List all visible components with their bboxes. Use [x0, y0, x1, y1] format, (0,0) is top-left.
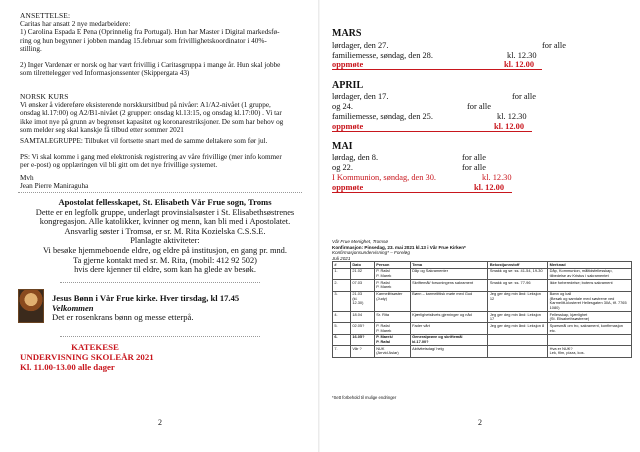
ps-line: PS: Vi skal komme i gang med elektronisk registrering av våre frivillige (mer info kommer [20, 153, 282, 161]
schedule-row-communion [332, 173, 512, 182]
schedule-footnote: *Sett forbehold til mulige endringer [332, 395, 397, 400]
column-header: Dato [350, 262, 374, 269]
column-header: Bekostjunnstoff [488, 262, 548, 269]
norskkurs-heading: NORSK KURS [20, 92, 69, 101]
ansettelse-line: stilling. [20, 44, 42, 53]
apostolat-line: Dette er en legfolk gruppe, underlagt provinsialsøster i St. Elisabethsøstrenes [35, 207, 295, 217]
ansettelse-line: ring og hun begynner i jobben mandag 15.februar som frivillighetskoordinator i 40%- [20, 36, 267, 45]
table-row [333, 312, 632, 323]
signature-name: Jean Pierre Maniraguha [20, 182, 89, 191]
row-value: for alle [462, 153, 486, 162]
oppmote-time: kl. 12.00 [494, 122, 525, 131]
row-value: kl. 12.30 [497, 112, 527, 121]
apostolat-line: hvis dere kjenner til eldre, som kan ha glede av besøk. [74, 265, 256, 275]
table-cell-n: 3. [333, 291, 351, 312]
table-cell-tema: Skriftemål/ forsoningens sakrament [410, 280, 488, 291]
table-cell-person: P. Marek/ P. Rafal [374, 334, 410, 345]
schedule-title: Konfirmasjon: Pinsedag, 23. mai 2021 kl.13 i Vår Frue Kirken* [332, 244, 466, 250]
table-cell-person: NUK (Arrvid Aslar) [374, 346, 410, 357]
row-value: for alle [512, 92, 536, 101]
apostolat-line: Ansvarlig søster i Tromsø, er sr. M. Rita Kozielska C.S.S.E. [64, 226, 266, 236]
table-cell-tema: Bønn – karmelittisk møte med Gud [410, 291, 488, 312]
row-label: og 24. [332, 102, 353, 111]
row-label: I Kommunion, søndag, den 30. [332, 173, 436, 182]
table-cell-bek: Smakk og se: ss. 77-96 [488, 280, 548, 291]
ansettelse-section [20, 12, 305, 77]
norskkurs-line: onsdag kl.17:00) og A2/B1-nivået (2 grupper: onsdag kl.13:15, og onsdag kl.17:00) . Vi tar [20, 109, 282, 118]
katekese-line2: Kl. 11.00-13.00 alle dager [20, 362, 115, 372]
jesus-line: Det er rosenkrans bønn og messe etterpå. [52, 312, 194, 323]
apostolat-line: Ta gjerne kontakt med sr. M. Rita, (mobil: 412 92 502) [73, 255, 257, 265]
table-cell-tema: Aktivitetsdag/ helg [410, 346, 488, 357]
divider [60, 336, 260, 337]
jesus-prayer-section [52, 294, 312, 323]
table-cell-bek [488, 334, 548, 345]
table-cell-n: 2. [333, 280, 351, 291]
table-cell-date: 21.03 (kl. 12.30) [350, 291, 374, 312]
table-cell-bek: Smakk og se: ss. 41-54, 19-30 [488, 268, 548, 279]
page-number: 2 [158, 418, 162, 427]
jesus-icon-image [18, 289, 44, 323]
schedule-parish: Vår Frue Menighet, Tromsø [332, 239, 389, 244]
norskkurs-line: Vi ønsker å videreføre eksisterende norskkursitlbud på nivåer: A1/A2-nivået (1 gruppe, [20, 101, 271, 110]
apostolat-section [20, 198, 310, 275]
row-label: og 22. [332, 163, 353, 172]
apostolat-line: kongregasjon. Alle katolikker, kvinner og menn, kan bli med i Apostolatet. [39, 217, 291, 227]
schedule-header [332, 239, 632, 261]
samtale-section [20, 137, 305, 145]
katekese-line1: UNDERVISNING SKOLEÅR 2021 [20, 352, 154, 362]
right-page [320, 0, 640, 452]
table-cell-merk: Ikke forberedelse; botens sakrament [548, 280, 632, 291]
oppmote-row [332, 60, 542, 70]
table-cell-person: P. Rafal P. Marek [374, 268, 410, 279]
ps-line: per e-post) og opplæringen vil bli gitt om det nye frivillige systemet. [20, 161, 218, 170]
oppmote-label: oppmøte [332, 122, 364, 131]
ansettelse-heading: ANSETTELSE: [20, 11, 71, 20]
table-row [333, 268, 632, 279]
column-header: Person [374, 262, 410, 269]
row-label: lørdager, den 17. [332, 92, 389, 101]
table-cell-bek: Jeg ger deg min ånd: Leksjon 8 [488, 323, 548, 334]
table-cell-person: Karmelittsøster (Judy) [374, 291, 410, 312]
oppmote-time: kl. 12.00 [474, 183, 505, 192]
jesus-welcome: Velkommen [52, 302, 94, 313]
row-value: kl. 12.30 [507, 51, 537, 60]
column-header: Tema [410, 262, 488, 269]
column-header: Merknad [548, 262, 632, 269]
schedule-row [332, 51, 537, 60]
katekese-title: KATEKESE [71, 342, 119, 352]
oppmote-label: oppmøte [332, 183, 364, 192]
table-cell-date: 02.05? [350, 323, 374, 334]
table-cell-n: 4. [333, 312, 351, 323]
table-cell-tema: Fader vårt [410, 323, 488, 334]
table-cell-merk: Hva er NUK? Lek, film, pizza, kos. [548, 346, 632, 357]
table-cell-date: 18.04 [350, 312, 374, 323]
schedule-row [332, 92, 536, 101]
month-mars: MARS [332, 28, 362, 39]
schedule-row [332, 153, 486, 162]
row-value: for alle [542, 41, 566, 50]
table-cell-date: 21.02 [350, 268, 374, 279]
row-label: lørdag, den 8. [332, 153, 379, 162]
table-cell-person: P. Rafal P. Marek [374, 280, 410, 291]
samtale-heading: SAMTALEGRUPPE: Tilbuket vil fortsette snart med de samme deltakere som før jul. [20, 137, 268, 145]
table-cell-merk [548, 334, 632, 345]
schedule-row [332, 41, 566, 50]
table-cell-date: 07.03 [350, 280, 374, 291]
row-value: for alle [467, 102, 491, 111]
row-value: for alle [462, 163, 486, 172]
table-cell-person: P. Rafal P. Marek [374, 323, 410, 334]
signature-greeting: Mvh [20, 174, 34, 182]
table-cell-tema: Dåp og Sakramenter [410, 268, 488, 279]
table-row [333, 334, 632, 345]
table-cell-n: 6. [333, 334, 351, 345]
month-mai: MAI [332, 141, 353, 152]
table-row [333, 323, 632, 334]
norskkurs-section [20, 93, 305, 134]
schedule-date: Juli 2021 [332, 255, 351, 261]
table-cell-bek: Jeg ger deg min ånd: Leksjon 17 [488, 312, 548, 323]
table-cell-merk: Dåp, Kommunion, måltidsfellesskap, tilbedelse av Kristus i sakramentet [548, 268, 632, 279]
table-row [333, 291, 632, 312]
table-cell-merk: Fellesskap, kjærlighet (St. Elisabethsøstrene) [548, 312, 632, 323]
divider [18, 192, 302, 193]
signature [20, 174, 305, 190]
katekese-section [20, 342, 310, 372]
table-cell-n: 1. [333, 268, 351, 279]
table-cell-person: Sr. Rita [374, 312, 410, 323]
table-row [333, 280, 632, 291]
apostolat-line: Vi besøke hjemmeboende eldre, og eldre på institusjon, en gang pr. mnd. [43, 245, 287, 255]
konfirmasjon-table [332, 261, 632, 358]
table-cell-merk: Bønn og kall (Besøk og samtale med søstrene ved Karmelitt-klosteret Hellesgaten 30A, tlf. 7765 1080) [548, 291, 632, 312]
ansettelse-line: som tilrettelegger ved Informasjonssenter (Skippergata 43) [20, 69, 190, 78]
oppmote-row [332, 183, 512, 193]
table-cell-n: 5. [333, 323, 351, 334]
table-cell-tema: Generalprøve og skriftemål kl.17.00? [410, 334, 488, 345]
jesus-title: Jesus Bønn i Vår Frue kirke. Hver tirsdag, kl 17.45 [52, 293, 240, 303]
table-header-row [333, 262, 632, 269]
ps-section [20, 153, 305, 169]
table-cell-merk: Spørsmål om tro, sakrament, konfirmasjon etc. [548, 323, 632, 334]
ansettelse-line: Caritas har ansatt 2 nye medarbeidere: [20, 20, 131, 29]
table-row [333, 346, 632, 357]
norskkurs-line: som melder seg skal kanskje få tilbud etter sommer 2021 [20, 125, 184, 134]
table-cell-date: 16.05? [350, 334, 374, 345]
spacer [20, 53, 305, 61]
row-value: kl. 12.30 [482, 173, 512, 182]
oppmote-label: oppmøte [332, 60, 364, 69]
ansettelse-line: 1) Carolina Espada E Pena (Oprinnelig fra Portugal). Hun har Master i Digital markedsfø- [20, 28, 280, 37]
column-header: # [333, 262, 351, 269]
schedule-row [332, 102, 491, 111]
divider [60, 282, 260, 283]
table-cell-bek: Jeg ger deg min ånd: Leksjon 12 [488, 291, 548, 312]
row-label: familiemesse, søndag, den 25. [332, 112, 433, 121]
table-cell-date: Vår ? [350, 346, 374, 357]
oppmote-row [332, 122, 532, 132]
row-label: familiemesse, søndag, den 28. [332, 51, 433, 60]
month-april: APRIL [332, 80, 364, 91]
schedule-row [332, 163, 486, 172]
table-cell-n: 7. [333, 346, 351, 357]
apostolat-title: Apostolat fellesskapet, St. Elisabeth Vår Frue sogn, Troms [58, 197, 272, 207]
page-number: 2 [478, 418, 482, 427]
table-cell-tema: Kjærlighetslivets gjerninger og nåd [410, 312, 488, 323]
schedule-row [332, 112, 527, 121]
schedule-subtitle: Konfirmasjonsundervisning* – Foreløg [332, 250, 410, 256]
row-label: lørdager, den 27. [332, 41, 389, 50]
oppmote-time: kl. 12.00 [504, 60, 535, 69]
table-cell-bek [488, 346, 548, 357]
norskkurs-line: ikke imot nye på grunn av begrenset kapasitet og koronarestriksjoner. De som har behov og [20, 117, 284, 126]
apostolat-line: Planlagte aktiviteter: [130, 236, 200, 246]
ansettelse-line: 2) Inger Vardenær er norsk og har vært frivillig i Caritasgruppa i mange år. Hun skal jobbe [20, 61, 281, 70]
